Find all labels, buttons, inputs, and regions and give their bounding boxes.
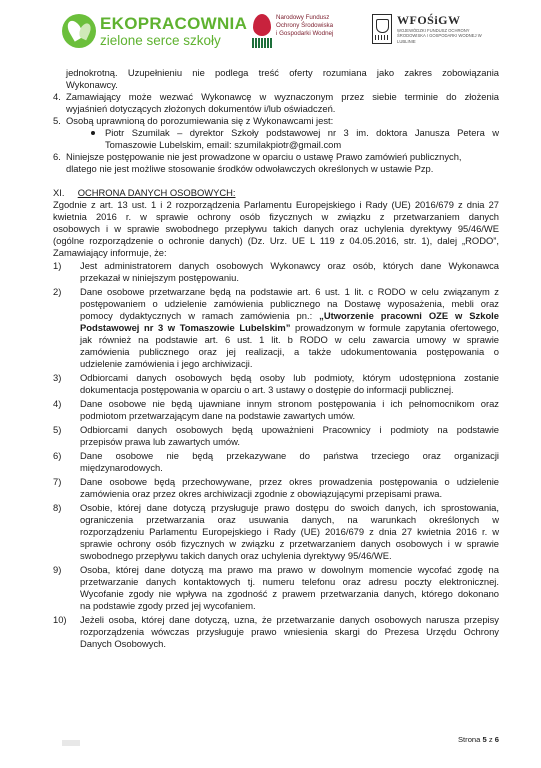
text-line: wyjaśnień dotyczących złożonych dokumentów i/lub oświadczeń. [66,103,336,114]
text-line: Osobą uprawnioną do porozumiewania się z Wykonawcami jest: [66,115,334,126]
item-number: 3) [53,372,62,383]
item-line: Jeżeli osoba, której dane dotyczą, uzna, że przetwarzanie danych osobowych narusza przepisy [80,614,499,625]
item-line: zamówienia publicznego oraz jej realizacji, a także udokumentowania postępowania o [80,346,499,357]
text-line: dlatego nie jest możliwe stosowanie środków odwoławczych określonych w ustawie Pzp. [66,163,434,174]
item-number: 4) [53,398,62,409]
item-line: sprawie ochrony osób fizycznych w związku z przetwarzaniem danych osobowych i w sprawie [80,538,499,549]
eko-logo-title: EKOPRACOWNIA [100,13,248,33]
page-sep: z [488,735,493,744]
item-line: jak również na podstawie art. 6 ust. 1 lit. b RODO w celu zawarcia umowy w sprawie [80,334,499,345]
item-number: 5) [53,424,62,435]
item-line: Podstawowej nr 3 w Tomaszowie Lubelskim” prowadzonym w formule zapytania ofertowego, [80,322,499,333]
intro-line: Zgodnie z art. 13 ust. 1 i 2 rozporządzenia Parlamentu Europejskiego i Rady (UE) 2016/679 z dnia 27 [53,199,499,210]
nfosigw-logo [252,14,333,48]
item-number: 2) [53,286,62,297]
item-line: Danych Osobowych. [80,638,166,649]
item-line: Dane osobowe będą przechowywane, przez okres prowadzenia postępowania o udzielenie [80,476,499,487]
page-total: 6 [494,735,499,744]
intro-line: kwietnia 2016 r. w sprawie ochrony osób fizycznych w związku z przetwarzaniem danych [53,211,499,222]
item-line: dokumentacja postępowania w oparciu o art. 3 ustawy o dostępie do informacji publicznej. [80,384,454,395]
nf-logo-line: Ochrony Środowiska [276,21,334,29]
nf-logo-line: Narodowy Fundusz [276,14,330,21]
drop-icon [252,14,272,48]
item-line: Dane osobowe nie będą ujawniane innym stronom postępowania i ich pełnomocnikom oraz [80,398,499,409]
wf-logo-subtitle: WOJEWÓDZKI FUNDUSZ OCHRONY ŚRODOWISKA I GOSPODARKI WODNEJ W LUBLINIE [397,28,482,44]
text-line: jednokrotną. Uzupełnieniu nie podlega treść oferty rozumiana jako zakres zobowiązania [66,67,499,78]
item-line: Osoba, której dane dotyczą ma prawo ma prawo w dowolnym momencie wycofać zgodę na [80,564,499,575]
wfosigw-logo [372,14,497,44]
intro-line: osobowych i w sprawie swobodnego przepływu takich danych oraz uchylenia dyrektywy 95/46/WE [53,223,499,234]
text-line: Tomaszowie Lubelskim, email: szumilakpiotr@gmail.com [105,139,342,150]
item-number: 10) [53,614,67,625]
text-line: Zamawiający może wezwać Wykonawcę w wyznaczonym przez siebie terminie do złożenia [66,91,499,102]
item-number: 9) [53,564,62,575]
eko-logo-subtitle: zielone serce szkoły [100,32,221,48]
item-line: Jest administratorem danych osobowych Wykonawcy oraz osób, których dane Wykonawca [80,260,499,271]
nf-logo-line: i Gospodarki Wodnej [276,29,334,37]
wf-logo-title: WFOŚiGW [397,13,461,27]
item-line: przepisów prawa lub zawartych umów. [80,436,240,447]
item-line: międzynarodowych. [80,462,163,473]
item-line: ograniczenia przetwarzania oraz usuwania danych, na warunkach określonych w [80,514,499,525]
emblem-icon [372,14,392,44]
item-number: 1) [53,260,62,271]
item-line: postępowaniem o udzielenie zamówienia publicznego na Dostawę wyposażenia, mebli oraz [80,298,499,309]
page-number [458,735,499,744]
text-line: Piotr Szumilak – dyrektor Szkoły podstawowej nr 3 im. doktora Janusza Petera w [105,127,499,138]
item-line: swobodnego przepływu takich danych oraz uchylenia dyrektywy 95/46/WE. [80,550,392,561]
item-line: rozporządzenia wówczas przysługuje prawo wniesienia skargi do Prezesa Urzędu Ochrony [80,626,499,637]
page-label: Strona [457,735,481,744]
item-line: Dane osobowe przetwarzane będą na podstawie art. 6 ust. 1 lit. c RODO w celu związanym z [80,286,499,297]
footer-mark [62,740,80,746]
bullet-icon [91,131,95,135]
intro-line: (ogólne rozporządzenie o ochronie danych) (Dz. Urz. UE L 119 z 04.05.2016, str. 1), dalej „RODO”, [53,235,499,246]
list-number: 6. [53,151,61,162]
item-line: Odbiorcami danych osobowych będą upoważnieni Pracownicy i podmioty na podstawie [80,424,499,435]
item-line: przetwarzanie danych kontaktowych tj. numeru telefonu oraz adresu poczty elektronicznej. [80,576,499,587]
item-line: Dane osobowe nie będą przekazywane do państwa trzeciego oraz organizacji [80,450,499,461]
section-heading [53,187,236,199]
text-line: Niniejsze postępowanie nie jest prowadzone w oparciu o ustawę Prawo zamówień publicznych, [66,151,462,162]
item-number: 7) [53,476,62,487]
item-number: 6) [53,450,62,461]
item-line: Wycofanie zgody nie wpływa na zgodność z prawem przetwarzania danych, którego dokonano [80,588,499,599]
item-line: podmiotom przetwarzającym dane na podstawie zawartych umów. [80,410,356,421]
item-line: udzielenie zamówienia i jego archiwizacji. [80,358,253,369]
leaf-heart-icon [62,14,96,48]
ekopracownia-logo [62,14,247,48]
intro-line: Zamawiający informuje, że: [53,247,167,258]
item-line: przekazał w niniejszym postępowaniu. [80,272,239,283]
item-line: na podstawie zgody przed jej wycofaniem. [80,600,256,611]
text-line: Wykonawcy. [66,79,118,90]
page-current: 5 [482,735,487,744]
item-line: rozporządzeniu Parlamentu Europejskiego i Rady (UE) 2016/679 z dnia 27 kwietnia 2016 r. w [80,526,499,537]
list-number: 5. [53,115,61,126]
list-number: 4. [53,91,61,102]
item-line: Osobie, której dane dotyczą przysługuje prawo dostępu do swoich danych, ich sprostowania, [80,502,499,513]
item-line: pomocy dydaktycznych w ramach zamówienia pn.: „Utworzenie pracowni OZE w Szkole [80,310,499,321]
section-title: OCHRONA DANYCH OSOBOWYCH: [77,187,236,198]
item-line: zamówienia oraz przez okres archiwizacji zgodnie z obowiązującymi przepisami prawa. [80,488,443,499]
item-line: Odbiorcami danych osobowych będą osoby lub podmioty, którym udostępniona zostanie [80,372,499,383]
page-header [0,10,541,58]
item-number: 8) [53,502,62,513]
section-number: XI. [53,187,65,198]
